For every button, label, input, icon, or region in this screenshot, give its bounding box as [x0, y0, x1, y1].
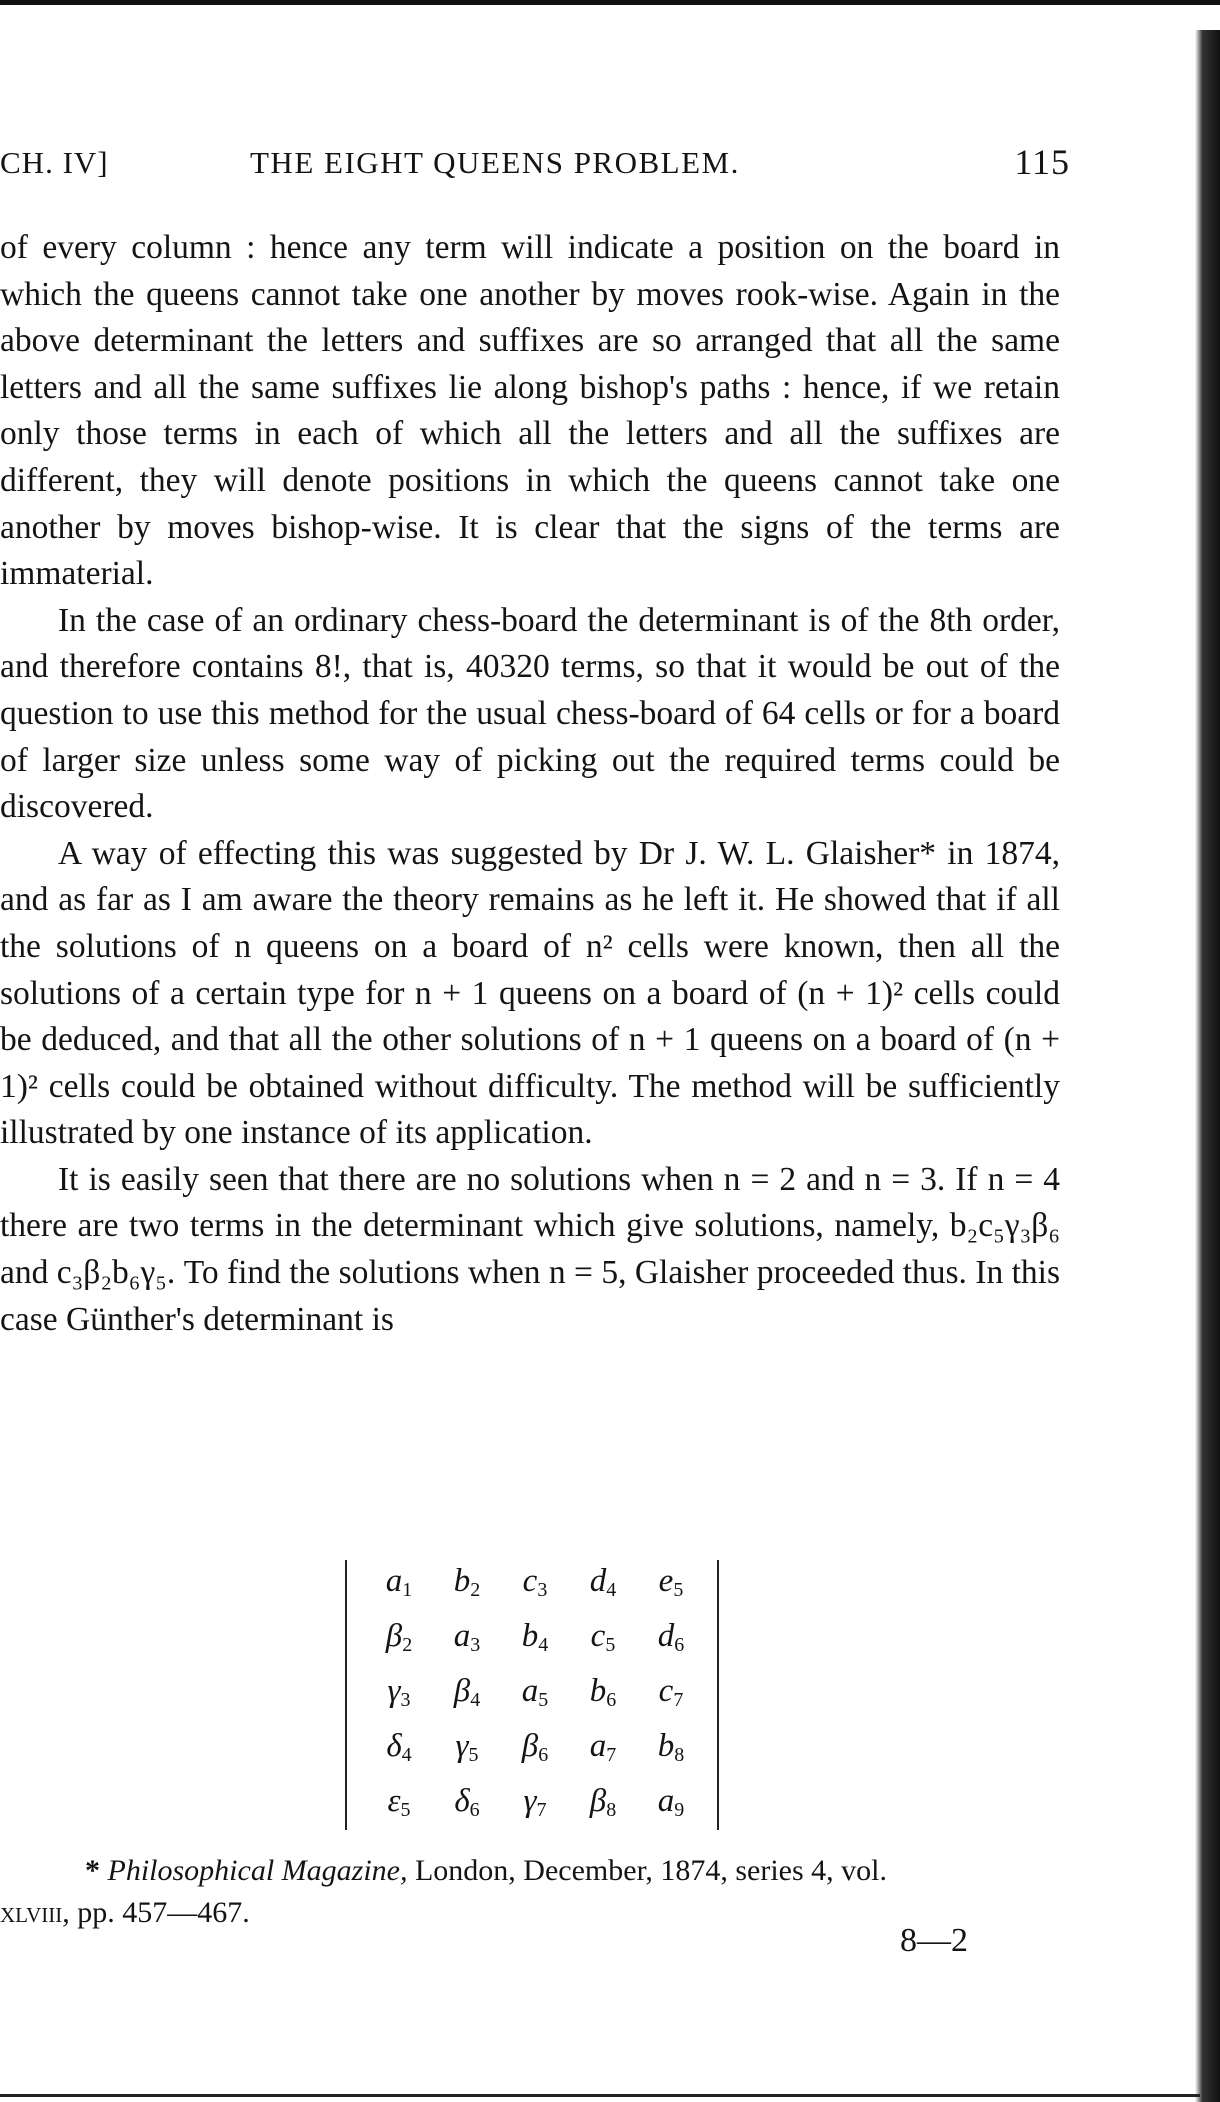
- entry-suffix: 3: [470, 1634, 481, 1656]
- page-binding-shadow: [1195, 30, 1220, 2102]
- entry-suffix: 5: [400, 1799, 411, 1821]
- determinant-entry: [522, 1728, 548, 1767]
- entry-letter: γ: [387, 1673, 401, 1709]
- determinant-entry: [523, 1563, 548, 1602]
- entry-suffix: 8: [674, 1744, 685, 1766]
- running-head: [0, 142, 1070, 185]
- entry-suffix: 7: [606, 1744, 617, 1766]
- entry-suffix: 4: [538, 1634, 549, 1656]
- footnote-marker: *: [85, 1854, 100, 1887]
- entry-suffix: 9: [674, 1799, 685, 1821]
- running-title: THE EIGHT QUEENS PROBLEM.: [250, 145, 740, 180]
- determinant-entry: [454, 1563, 481, 1602]
- determinant-entry: [659, 1673, 684, 1712]
- paragraph-continuation: of every column : hence any term will indicate a position on the board in which the queens cannot take one another by moves rook-wise. Again in the above determinant the letters and suffixes are so arranged that all the same letters and all the same suffixes lie along bishop's paths : hence, if we retain only those terms in each of which all the letters and all the suffixes are different, they will denote positions in which the queens cannot take one another by moves bishop-wise. It is clear that the signs of the terms are immaterial.: [0, 229, 1060, 593]
- entry-letter: γ: [455, 1728, 469, 1764]
- entry-suffix: 5: [538, 1689, 549, 1711]
- determinant-entry: [591, 1618, 616, 1657]
- paragraph-small-cases: It is easily seen that there are no solutions when n = 2 and n = 3. If n = 4 there are two terms in the determinant which give solutions, namely, b₂c₅γ₃β₆ and c₃β₂b₆γ₅. To find the solutions when n = 5, Glaisher proceeded thus. In this case Günther's determinant is: [0, 1160, 1060, 1338]
- entry-letter: a: [385, 1563, 403, 1599]
- determinant-entry: [387, 1783, 410, 1822]
- entry-letter: a: [589, 1728, 607, 1764]
- entry-letter: a: [657, 1783, 675, 1819]
- chapter-label: CH. IV]: [0, 145, 109, 180]
- determinant-entry: [386, 1728, 411, 1767]
- entry-suffix: 6: [469, 1799, 480, 1821]
- entry-letter: a: [453, 1618, 471, 1654]
- determinant-entry: [590, 1563, 617, 1602]
- entry-suffix: 5: [673, 1579, 684, 1601]
- entry-letter: ε: [387, 1783, 401, 1819]
- determinant-entry: [454, 1783, 479, 1822]
- entry-letter: b: [657, 1728, 675, 1764]
- entry-suffix: 7: [536, 1799, 547, 1821]
- determinant-entry: [522, 1618, 549, 1657]
- body-text: [0, 225, 1060, 1343]
- determinant-entry: [387, 1673, 410, 1712]
- entry-suffix: 3: [537, 1579, 548, 1601]
- entry-suffix: 1: [402, 1579, 413, 1601]
- footnote-journal: Philosophical Magazine,: [107, 1854, 408, 1887]
- determinant-entry: [455, 1728, 478, 1767]
- entry-letter: γ: [523, 1783, 537, 1819]
- footnote-volume: xlviii,: [0, 1896, 70, 1929]
- entry-suffix: 6: [606, 1689, 617, 1711]
- determinant-entry: [590, 1673, 617, 1712]
- entry-letter: β: [453, 1673, 471, 1709]
- determinant-entry: [386, 1563, 413, 1602]
- entry-letter: β: [385, 1618, 403, 1654]
- entry-suffix: 2: [402, 1634, 413, 1656]
- entry-letter: b: [521, 1618, 539, 1654]
- signature-mark: 8—2: [900, 1922, 968, 1959]
- entry-letter: d: [657, 1618, 675, 1654]
- entry-letter: δ: [386, 1728, 402, 1764]
- entry-suffix: 2: [470, 1579, 481, 1601]
- determinant-right-bar: [717, 1560, 719, 1830]
- entry-letter: b: [453, 1563, 471, 1599]
- determinant-entry: [522, 1673, 549, 1712]
- gunther-determinant: [345, 1550, 725, 1840]
- entry-suffix: 5: [468, 1744, 479, 1766]
- determinant-entry: [590, 1783, 616, 1822]
- entry-suffix: 4: [470, 1689, 481, 1711]
- footnote-pages: pp. 457—467.: [77, 1896, 250, 1929]
- entry-letter: β: [589, 1783, 607, 1819]
- determinant-entry: [658, 1618, 685, 1657]
- determinant-entry: [454, 1673, 480, 1712]
- determinant-grid: [365, 1555, 705, 1830]
- entry-letter: a: [521, 1673, 539, 1709]
- determinant-entry: [658, 1783, 685, 1822]
- entry-suffix: 7: [673, 1689, 684, 1711]
- determinant-entry: [659, 1563, 684, 1602]
- entry-suffix: 5: [605, 1634, 616, 1656]
- bottom-edge-rule: [0, 2094, 1200, 2097]
- entry-suffix: 4: [401, 1744, 412, 1766]
- footnote-details: London, December, 1874, series 4, vol.: [414, 1854, 888, 1887]
- entry-suffix: 6: [538, 1744, 549, 1766]
- entry-suffix: 4: [606, 1579, 617, 1601]
- determinant-entry: [658, 1728, 685, 1767]
- entry-letter: β: [521, 1728, 539, 1764]
- entry-letter: d: [589, 1563, 607, 1599]
- entry-letter: c: [522, 1563, 538, 1599]
- entry-suffix: 3: [400, 1689, 411, 1711]
- entry-letter: c: [590, 1618, 606, 1654]
- page-number: 115: [1014, 142, 1070, 182]
- entry-letter: c: [658, 1673, 674, 1709]
- paragraph-glaisher-method: A way of effecting this was suggested by Dr J. W. L. Glaisher* in 1874, and as far as I am aware the theory remains as he left it. He showed that if all the solutions of n queens on a board of n² cells were known, then all the solutions of a certain type for n + 1 queens on a board of (n + 1)² cells could be deduced, and that all the other solutions of n + 1 queens on a board of (n + 1)² cells could be obtained without difficulty. The method will be sufficiently illustrated by one instance of its application.: [0, 834, 1060, 1152]
- paragraph-chessboard-order: In the case of an ordinary chess-board the determinant is of the 8th order, and therefore contains 8!, that is, 40320 terms, so that it would be out of the question to use this method for the usual chess-board of 64 cells or for a board of larger size unless some way of picking out the required terms could be discovered.: [0, 601, 1060, 826]
- entry-letter: δ: [454, 1783, 470, 1819]
- determinant-entry: [590, 1728, 617, 1767]
- top-edge-rule: [0, 0, 1220, 5]
- entry-letter: b: [589, 1673, 607, 1709]
- entry-suffix: 8: [606, 1799, 617, 1821]
- determinant-entry: [523, 1783, 546, 1822]
- determinant-entry: [386, 1618, 412, 1657]
- entry-letter: e: [658, 1563, 674, 1599]
- determinant-left-bar: [345, 1560, 347, 1830]
- determinant-entry: [454, 1618, 481, 1657]
- entry-suffix: 6: [674, 1634, 685, 1656]
